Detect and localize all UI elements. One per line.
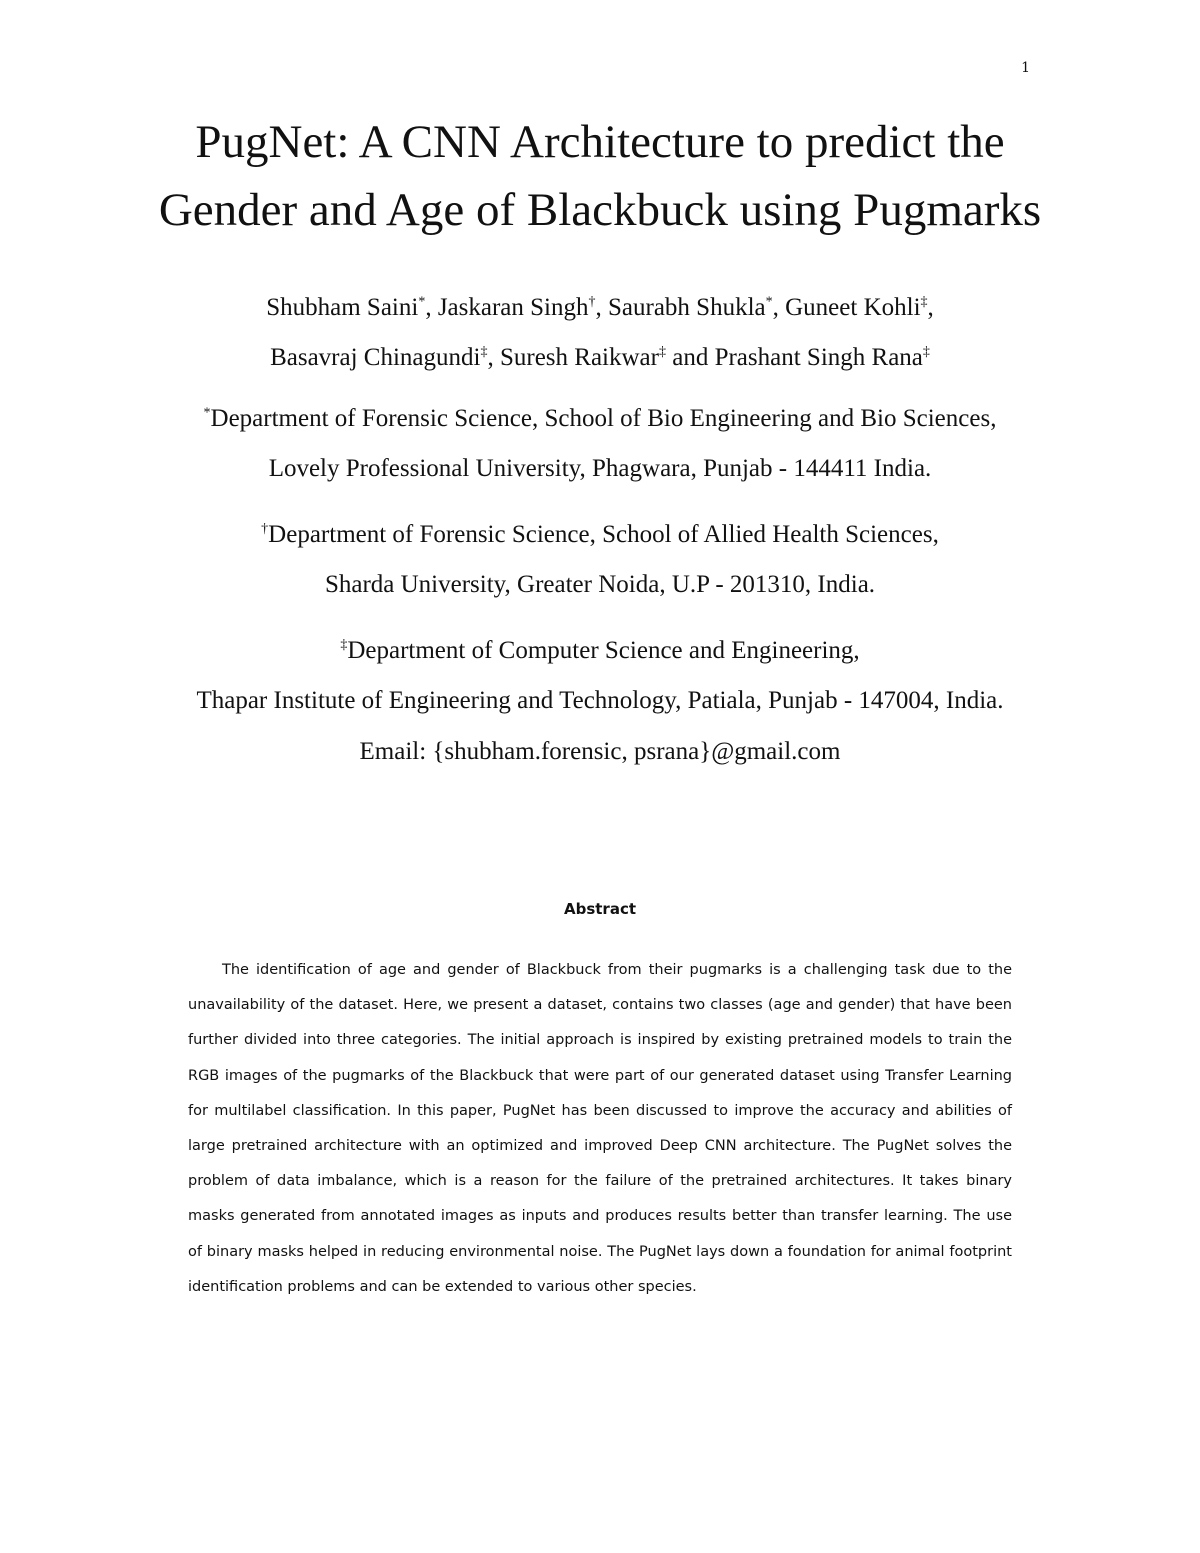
author-mark: ‡: [920, 294, 928, 310]
abstract-heading: Abstract: [563, 900, 637, 918]
affiliation-line-1: [0, 394, 1200, 444]
title-line-2: Gender and Age of Blackbuck using Pugmarks: [158, 184, 1042, 236]
affiliation-line-2: Lovely Professional University, Phagwara, Punjab - 144411 India.: [268, 455, 932, 482]
author-separator: ,: [487, 344, 500, 371]
author-line-1: [0, 283, 1200, 333]
author-mark: ‡: [480, 344, 488, 360]
author-mark: *: [765, 294, 773, 310]
affiliation-text: Department of Forensic Science, School of Bio Engineering and Bio Sciences,: [210, 405, 997, 432]
affiliation-text: Department of Forensic Science, School of Allied Health Sciences,: [268, 521, 939, 548]
page-number: 1: [1021, 60, 1030, 76]
affiliation-line-1: [0, 510, 1200, 560]
author-mark: †: [588, 294, 596, 310]
affiliation-text: Department of Computer Science and Engineering,: [347, 637, 860, 664]
author-name: Saurabh Shukla: [608, 294, 766, 321]
affiliation-line-2: Thapar Institute of Engineering and Technology, Patiala, Punjab - 147004, India.: [196, 687, 1004, 714]
affiliation-2: [0, 510, 1200, 610]
abstract-body: The identification of age and gender of Blackbuck from their pugmarks is a challenging task due to the unavailability of the dataset. Here, we present a dataset, contains two classes (age and gender) that have been further divided into three categories. The initial approach is inspired by existing pretrained models to train the RGB images of the pugmarks of the Blackbuck that were part of our generated dataset using Transfer Learning for multilabel classification. In this paper, PugNet has been discussed to improve the accuracy and abilities of large pretrained architecture with an optimized and improved Deep CNN architecture. The PugNet solves the problem of data imbalance, which is a reason for the failure of the pretrained architectures. It takes binary masks generated from annotated images as inputs and produces results better than transfer learning. The use of binary masks helped in reducing environmental noise. The PugNet lays down a foundation for animal footprint identification problems and can be extended to various other species.: [188, 962, 1012, 1295]
author-name: Suresh Raikwar: [499, 344, 659, 371]
author-name: Jaskaran Singh: [437, 294, 589, 321]
affiliation-mark: †: [261, 521, 269, 537]
author-name: Shubham Saini: [266, 294, 419, 321]
affiliation-3: [0, 626, 1200, 726]
affiliation-1: [0, 394, 1200, 494]
affiliation-line-1: [0, 626, 1200, 676]
author-mark: ‡: [658, 344, 666, 360]
affiliation-mark: *: [203, 405, 211, 421]
author-mark: ‡: [922, 344, 930, 360]
author-list: [0, 283, 1200, 383]
author-name: Basavraj Chinagundi: [270, 344, 481, 371]
author-separator: ,: [595, 294, 608, 321]
author-separator: and: [665, 344, 715, 371]
affiliation-line-2: Sharda University, Greater Noida, U.P - 201310, India.: [324, 571, 876, 598]
author-mark: *: [418, 294, 426, 310]
author-name: Prashant Singh Rana: [714, 344, 923, 371]
title-line-1: PugNet: A CNN Architecture to predict the: [195, 116, 1005, 168]
author-name: Guneet Kohli: [785, 294, 921, 321]
paper-title: [0, 108, 1200, 244]
author-separator: ,: [772, 294, 786, 321]
author-separator: ,: [927, 294, 934, 321]
author-line-2: [0, 333, 1200, 383]
affiliation-mark: ‡: [340, 637, 348, 653]
contact-email: Email: {shubham.forensic, psrana}@gmail.com: [359, 738, 841, 765]
author-separator: ,: [425, 294, 438, 321]
